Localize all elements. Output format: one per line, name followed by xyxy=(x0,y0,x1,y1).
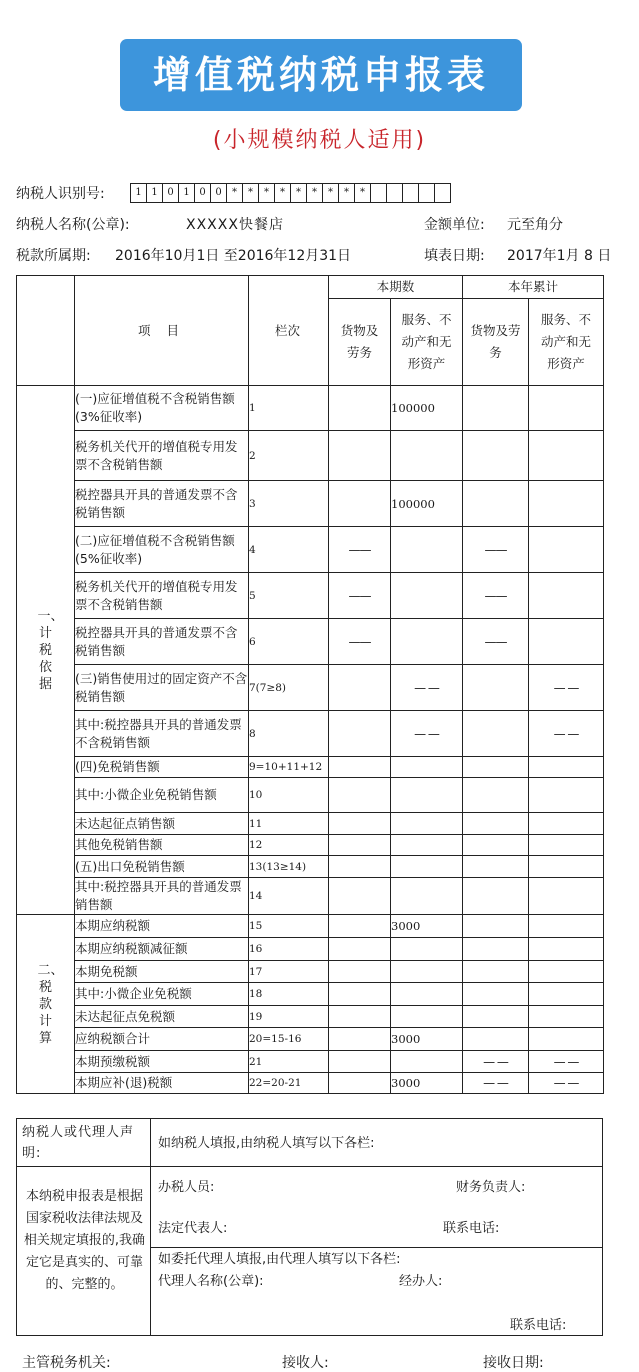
row-value-c1 xyxy=(329,386,391,431)
header-item: 项 目 xyxy=(75,276,249,386)
receive-date-label: 接收日期: xyxy=(483,1355,544,1371)
agent-name-label: 代理人名称(公章): xyxy=(158,1274,264,1289)
row-value-c4: — — xyxy=(529,1051,604,1073)
row-col-no: 1 xyxy=(249,386,329,431)
row-value-c2: — — xyxy=(391,665,463,711)
row-item: 本期免税额 xyxy=(75,961,249,983)
row-item: 未达起征点销售额 xyxy=(75,813,249,835)
row-value-c2: — — xyxy=(391,711,463,757)
table-row xyxy=(17,1006,604,1028)
row-value-c3 xyxy=(463,386,529,431)
row-item: 其中:税控器具开具的普通发票销售额 xyxy=(75,878,249,915)
row-value-c2: 100000 xyxy=(391,386,463,431)
row-value-c1 xyxy=(329,481,391,527)
header-col-no: 栏次 xyxy=(249,276,329,386)
row-value-c1: —— xyxy=(329,573,391,619)
taxpayer-id-label: 纳税人识别号: xyxy=(16,186,105,202)
handler-label: 办税人员: xyxy=(158,1180,215,1195)
row-value-c4: — — xyxy=(529,711,604,757)
taxpayer-id-cell: 0 xyxy=(210,183,227,203)
row-value-c2 xyxy=(391,983,463,1006)
row-col-no: 15 xyxy=(249,915,329,938)
table-row xyxy=(17,983,604,1006)
taxpayer-id-cell xyxy=(402,183,419,203)
taxpayer-id-cell: * xyxy=(290,183,307,203)
row-value-c4 xyxy=(529,619,604,665)
row-value-c4 xyxy=(529,1028,604,1051)
row-value-c1 xyxy=(329,915,391,938)
row-value-c1 xyxy=(329,1073,391,1094)
taxpayer-id-cell: 1 xyxy=(146,183,163,203)
row-value-c3 xyxy=(463,431,529,481)
row-value-c3 xyxy=(463,1028,529,1051)
table-row xyxy=(17,711,604,757)
row-item: 其中:税控器具开具的普通发票不含税销售额 xyxy=(75,711,249,757)
row-value-c4: — — xyxy=(529,665,604,711)
row-item: 应纳税额合计 xyxy=(75,1028,249,1051)
row-value-c1 xyxy=(329,1028,391,1051)
row-col-no: 20=15-16 xyxy=(249,1028,329,1051)
row-col-no: 9=10+11+12 xyxy=(249,757,329,778)
taxpayer-id-cell: * xyxy=(226,183,243,203)
table-row xyxy=(17,1051,604,1073)
row-value-c4 xyxy=(529,1006,604,1028)
row-col-no: 3 xyxy=(249,481,329,527)
row-value-c2 xyxy=(391,856,463,878)
finance-head-label: 财务负责人: xyxy=(456,1180,526,1195)
phone-label: 联系电话: xyxy=(443,1221,500,1236)
row-value-c3 xyxy=(463,778,529,813)
fill-date-label: 填表日期: xyxy=(424,248,485,264)
tax-authority-label: 主管税务机关: xyxy=(22,1355,111,1371)
taxpayer-id-cell xyxy=(418,183,435,203)
row-item: (二)应征增值税不含税销售额(5%征收率) xyxy=(75,527,249,573)
row-item: 税控器具开具的普通发票不含税销售额 xyxy=(75,619,249,665)
table-row xyxy=(17,757,604,778)
row-col-no: 17 xyxy=(249,961,329,983)
table-row xyxy=(17,856,604,878)
row-item: (五)出口免税销售额 xyxy=(75,856,249,878)
row-value-c3 xyxy=(463,481,529,527)
row-value-c4 xyxy=(529,813,604,835)
header-goods-cumulative: 货物及劳务 xyxy=(463,299,529,386)
header-current-period: 本期数 xyxy=(329,276,463,299)
row-col-no: 14 xyxy=(249,878,329,915)
table-row xyxy=(17,878,604,915)
row-col-no: 8 xyxy=(249,711,329,757)
row-value-c4 xyxy=(529,386,604,431)
row-value-c4 xyxy=(529,856,604,878)
taxpayer-name-label: 纳税人名称(公章): xyxy=(16,217,130,233)
row-value-c3 xyxy=(463,813,529,835)
row-value-c1 xyxy=(329,1051,391,1073)
taxpayer-id-cell xyxy=(386,183,403,203)
declaration-statement: 本纳税申报表是根据国家税收法律法规及相关规定填报的,我确定它是真实的、可靠的、完整的。 xyxy=(23,1189,146,1292)
taxpayer-id-cell: 0 xyxy=(194,183,211,203)
agent-phone-label: 联系电话: xyxy=(510,1318,567,1333)
row-value-c1 xyxy=(329,983,391,1006)
section-label: 二、税款计算 xyxy=(37,962,64,1046)
row-item: 税务机关代开的增值税专用发票不含税销售额 xyxy=(75,431,249,481)
taxpayer-id-cell: * xyxy=(274,183,291,203)
table-row xyxy=(17,1073,604,1094)
row-value-c1 xyxy=(329,856,391,878)
row-col-no: 11 xyxy=(249,813,329,835)
row-item: 本期应补(退)税额 xyxy=(75,1073,249,1094)
row-value-c2: 3000 xyxy=(391,1028,463,1051)
legal-rep-label: 法定代表人: xyxy=(158,1221,228,1236)
table-row xyxy=(17,915,604,938)
row-col-no: 19 xyxy=(249,1006,329,1028)
row-col-no: 2 xyxy=(249,431,329,481)
taxpayer-id-cell: * xyxy=(306,183,323,203)
row-col-no: 21 xyxy=(249,1051,329,1073)
row-item: 税控器具开具的普通发票不含税销售额 xyxy=(75,481,249,527)
row-col-no: 22=20-21 xyxy=(249,1073,329,1094)
taxpayer-id-cell xyxy=(370,183,387,203)
taxpayer-id-cell: * xyxy=(242,183,259,203)
row-value-c3: —— xyxy=(463,527,529,573)
row-value-c3 xyxy=(463,835,529,856)
row-value-c1 xyxy=(329,757,391,778)
row-col-no: 10 xyxy=(249,778,329,813)
taxpayer-id-cell: 1 xyxy=(178,183,195,203)
row-value-c1 xyxy=(329,431,391,481)
row-value-c1 xyxy=(329,778,391,813)
row-value-c3 xyxy=(463,915,529,938)
row-value-c4 xyxy=(529,961,604,983)
row-value-c4 xyxy=(529,915,604,938)
table-row xyxy=(17,961,604,983)
row-value-c2 xyxy=(391,573,463,619)
row-item: 本期应纳税额减征额 xyxy=(75,938,249,961)
amount-unit-value: 元至角分 xyxy=(507,217,563,233)
row-value-c1 xyxy=(329,878,391,915)
taxpayer-id-boxes xyxy=(130,183,450,203)
row-value-c4 xyxy=(529,573,604,619)
row-value-c1 xyxy=(329,813,391,835)
row-value-c2 xyxy=(391,619,463,665)
header-row-1 xyxy=(17,276,604,299)
row-col-no: 5 xyxy=(249,573,329,619)
row-value-c3: —— xyxy=(463,619,529,665)
fill-date-value: 2017年1月 8 日 xyxy=(507,248,612,264)
table-row xyxy=(17,481,604,527)
row-value-c4 xyxy=(529,983,604,1006)
header-blank xyxy=(17,276,75,386)
taxpayer-id-cell: * xyxy=(322,183,339,203)
operator-label: 经办人: xyxy=(399,1274,443,1289)
row-value-c3: — — xyxy=(463,1051,529,1073)
row-col-no: 12 xyxy=(249,835,329,856)
row-value-c3 xyxy=(463,856,529,878)
row-value-c2 xyxy=(391,1006,463,1028)
row-value-c4 xyxy=(529,778,604,813)
row-value-c1 xyxy=(329,665,391,711)
row-value-c3 xyxy=(463,961,529,983)
row-col-no: 16 xyxy=(249,938,329,961)
row-value-c4 xyxy=(529,527,604,573)
table-row xyxy=(17,778,604,813)
taxpayer-name-value: XXXXX快餐店 xyxy=(186,217,284,233)
taxpayer-id-cell xyxy=(434,183,451,203)
table-row xyxy=(17,573,604,619)
table-row xyxy=(17,431,604,481)
row-value-c3 xyxy=(463,1006,529,1028)
section-tax-basis xyxy=(17,386,75,915)
row-value-c3 xyxy=(463,757,529,778)
row-value-c2: 3000 xyxy=(391,1073,463,1094)
row-item: 本期预缴税额 xyxy=(75,1051,249,1073)
row-value-c4 xyxy=(529,431,604,481)
row-value-c2 xyxy=(391,778,463,813)
row-value-c1 xyxy=(329,961,391,983)
taxpayer-fill-note: 如纳税人填报,由纳税人填写以下各栏: xyxy=(158,1136,375,1151)
section-tax-calc xyxy=(17,915,75,1094)
header-services-current: 服务、不动产和无形资产 xyxy=(391,299,463,386)
taxpayer-id-cell: * xyxy=(338,183,355,203)
row-item: 其中:小微企业免税额 xyxy=(75,983,249,1006)
row-value-c1 xyxy=(329,1006,391,1028)
row-item: 其他免税销售额 xyxy=(75,835,249,856)
row-value-c3 xyxy=(463,938,529,961)
row-col-no: 6 xyxy=(249,619,329,665)
row-value-c3 xyxy=(463,711,529,757)
header-services-cumulative: 服务、不动产和无形资产 xyxy=(529,299,604,386)
row-value-c3 xyxy=(463,878,529,915)
row-value-c2 xyxy=(391,938,463,961)
taxpayer-id-cell: 0 xyxy=(162,183,179,203)
row-value-c4 xyxy=(529,757,604,778)
tax-period-label: 税款所属期: xyxy=(16,248,91,264)
row-value-c3 xyxy=(463,983,529,1006)
row-value-c1 xyxy=(329,835,391,856)
taxpayer-id-cell: 1 xyxy=(130,183,147,203)
declaration-table xyxy=(16,275,604,1094)
row-item: (一)应征增值税不含税销售额(3%征收率) xyxy=(75,386,249,431)
row-value-c4 xyxy=(529,835,604,856)
header-year-cumulative: 本年累计 xyxy=(463,276,604,299)
row-item: 本期应纳税额 xyxy=(75,915,249,938)
table-row xyxy=(17,1028,604,1051)
taxpayer-id-cell: * xyxy=(354,183,371,203)
taxpayer-id-cell: * xyxy=(258,183,275,203)
row-value-c2 xyxy=(391,1051,463,1073)
row-value-c3 xyxy=(463,665,529,711)
row-value-c2 xyxy=(391,431,463,481)
row-value-c1 xyxy=(329,938,391,961)
row-item: (四)免税销售额 xyxy=(75,757,249,778)
agent-fill-note: 如委托代理人填报,由代理人填写以下各栏: xyxy=(158,1252,401,1267)
table-row xyxy=(17,835,604,856)
declaration-title: 纳税人或代理人声明: xyxy=(22,1125,135,1161)
row-item: 未达起征点免税额 xyxy=(75,1006,249,1028)
row-value-c1: —— xyxy=(329,619,391,665)
row-value-c2 xyxy=(391,527,463,573)
table-row xyxy=(17,938,604,961)
row-item: 税务机关代开的增值税专用发票不含税销售额 xyxy=(75,573,249,619)
row-col-no: 13(13≥14) xyxy=(249,856,329,878)
row-value-c4 xyxy=(529,878,604,915)
row-value-c3: —— xyxy=(463,573,529,619)
row-value-c1 xyxy=(329,711,391,757)
table-row xyxy=(17,813,604,835)
row-value-c3: — — xyxy=(463,1073,529,1094)
form-subtitle: (小规模纳税人适用) xyxy=(212,128,427,153)
row-value-c1: —— xyxy=(329,527,391,573)
tax-period-value: 2016年10月1日 至2016年12月31日 xyxy=(115,248,352,264)
row-value-c2: 100000 xyxy=(391,481,463,527)
row-value-c4: — — xyxy=(529,1073,604,1094)
receiver-label: 接收人: xyxy=(282,1355,329,1371)
section-label: 一、计税依据 xyxy=(37,608,64,692)
table-row xyxy=(17,386,604,431)
row-item: 其中:小微企业免税销售额 xyxy=(75,778,249,813)
table-row xyxy=(17,665,604,711)
row-value-c2 xyxy=(391,878,463,915)
row-value-c2 xyxy=(391,835,463,856)
row-value-c2 xyxy=(391,961,463,983)
row-value-c4 xyxy=(529,938,604,961)
table-row xyxy=(17,619,604,665)
row-col-no: 4 xyxy=(249,527,329,573)
row-value-c2 xyxy=(391,813,463,835)
row-value-c4 xyxy=(529,481,604,527)
row-item: (三)销售使用过的固定资产不含税销售额 xyxy=(75,665,249,711)
row-value-c2: 3000 xyxy=(391,915,463,938)
row-col-no: 18 xyxy=(249,983,329,1006)
table-row xyxy=(17,527,604,573)
header-goods-current: 货物及劳务 xyxy=(329,299,391,386)
amount-unit-label: 金额单位: xyxy=(424,217,485,233)
row-value-c2 xyxy=(391,757,463,778)
form-title-banner: 增值税纳税申报表 xyxy=(120,39,522,111)
row-col-no: 7(7≥8) xyxy=(249,665,329,711)
